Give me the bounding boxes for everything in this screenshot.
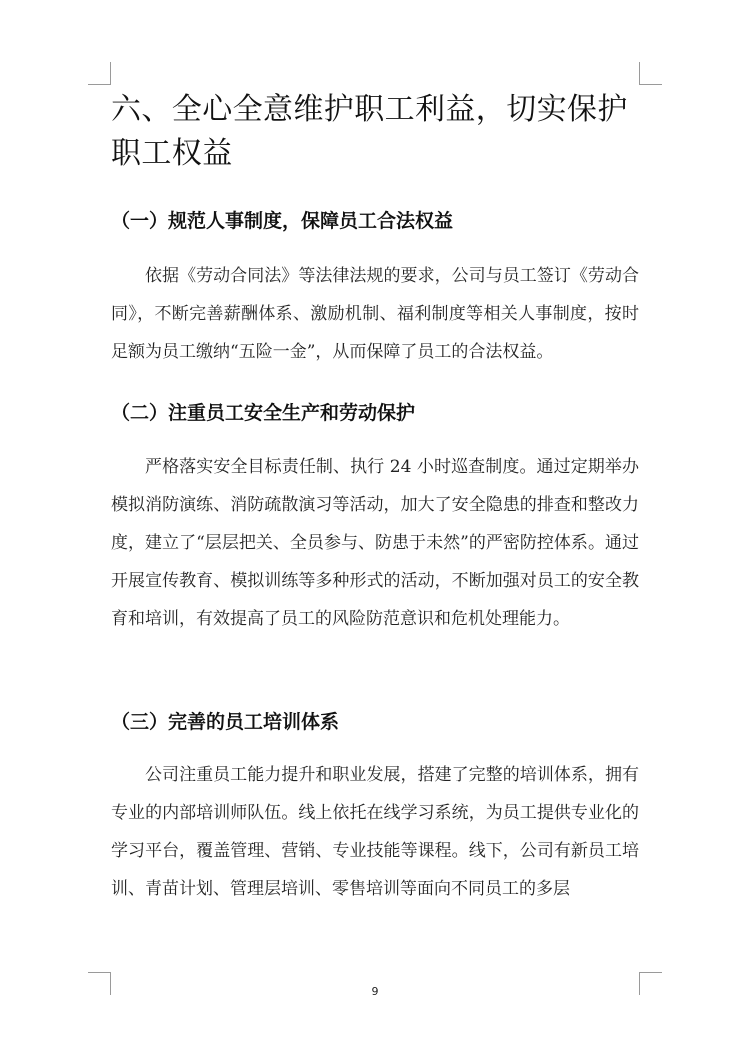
section-heading-1: （一）规范人事制度，保障员工合法权益	[111, 210, 454, 232]
section-paragraph-1: 依据《劳动合同法》等法律法规的要求，公司与员工签订《劳动合同》，不断完善薪酬体系、激励机制、福利制度等相关人事制度，按时足额为员工缴纳“五险一金”，从而保障了员工的合法权益。	[111, 266, 639, 362]
crop-mark-top-right	[639, 62, 662, 85]
crop-mark-top-left	[88, 62, 111, 85]
crop-mark-bottom-left	[88, 972, 111, 995]
section-heading-2: （二）注重员工安全生产和劳动保护	[111, 402, 416, 424]
section-heading-3: （三）完善的员工培训体系	[111, 711, 340, 733]
section-paragraph-3: 公司注重员工能力提升和职业发展，搭建了完整的培训体系，拥有专业的内部培训师队伍。线上依托在线学习系统，为员工提供专业化的学习平台，覆盖管理、营销、专业技能等课程。线下，公司有新员工培训、青苗计划、管理层培训、零售培训等面向不同员工的多层	[111, 765, 639, 899]
chapter-heading: 六、全心全意维护职工利益，切实保护职工权益	[111, 92, 628, 171]
section-paragraph-2: 严格落实安全目标责任制、执行 24 小时巡查制度。通过定期举办模拟消防演练、消防疏散演习等活动，加大了安全隐患的排查和整改力度，建立了“层层把关、全员参与、防患于未然”的严密防控体系。通过开展宣传教育、模拟训练等多种形式的活动，不断加强对员工的安全教育和培训，有效提高了员工的风险防范意识和危机处理能力。	[111, 457, 639, 629]
page-number: 9	[371, 985, 379, 998]
crop-mark-bottom-right	[639, 972, 662, 995]
